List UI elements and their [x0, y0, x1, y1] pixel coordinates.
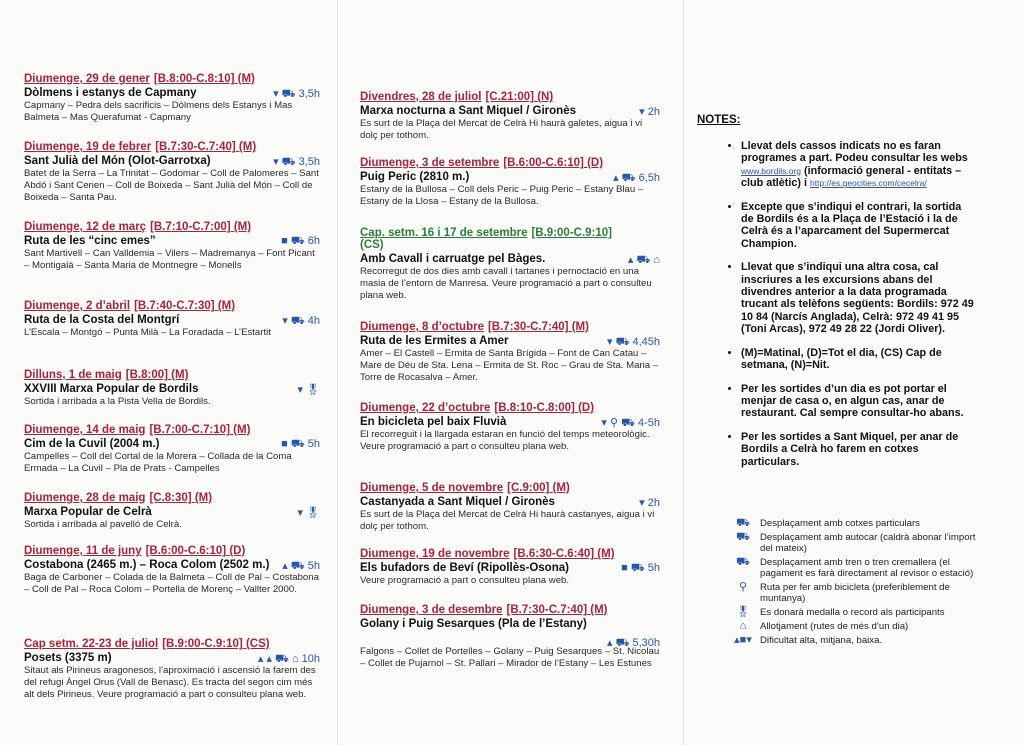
legend-item: ⛟ Desplaçament amb tren o tren cremallera (el pagament es farà directament al revisor o estació): [732, 557, 982, 579]
event-date: Diumenge, 22 d’octubre [B.8:10-C.8:00] (D): [360, 402, 595, 414]
event-description: Es surt de la Plaça del Mercat de Celrà Hi haurà castanyes, aigua i vi dolç per tothom.: [360, 509, 655, 532]
legend-item: 🎖 Es donarà medalla o record als participants: [732, 607, 982, 618]
event-date: Diumenge, 19 de novembre [B.6:30-C.6:40] (M): [360, 548, 615, 560]
note-item: • Llevat dels cassos indicats no es faran programes a part. Podeu consultar les webs www.bordils.org (informació general - entitats – club atlètic) i http://es.geocities.com/cecelra/: [741, 140, 975, 190]
event-item: [24, 300, 320, 339]
legend-item: ⌂ Allotjament (rutes de més d’un dia): [732, 621, 982, 632]
event-description: Capmany – Pedra dels sacrificis – Dòlmens dels Estanys i Mas Balmeta – Mas Querafumat - Capmany: [24, 100, 293, 123]
event-title: Amb Cavall i carruatge pel Bàges. ▴ ⛟ ⌂: [360, 253, 660, 266]
web-link[interactable]: www.bordils.org: [741, 165, 801, 176]
event-date: Diumenge, 3 de desembre [B.7:30-C.7:40] (M): [360, 604, 608, 616]
medal-icon: 🎖: [736, 606, 750, 618]
event-item: [360, 402, 660, 453]
event-description: Falgons – Collet de Portelles – Golany – Puig Sesarques – St. Nicolau – Collet de Pujarnol – St. Pallari – Mirador de l’Estany – Les Estunes: [360, 646, 660, 669]
event-item: [24, 221, 320, 272]
event-meta: ▾ 2h: [639, 106, 660, 118]
note-item: • Excepte que s’indiqui el contrari, la sortida de Bordils és a la Plaça de l’Estació i la de Celrà és a l’aparcament del Supermercat Champion.: [741, 201, 975, 251]
event-item: [24, 73, 320, 124]
notes-section: [697, 114, 975, 479]
event-meta: ▾ 2h: [639, 497, 660, 509]
event-description: Campelles – Coll del Cortal de la Morera – Collada de la Coma Ermada – La Cuvil – Pla de Prats - Campelles: [24, 451, 292, 474]
event-date: Diumenge, 3 de setembre [B.6:00-C.6:10] (D): [360, 157, 604, 169]
note-item: • Per les sortides a Sant Miquel, per anar de Bordils a Celrà ho farem en cotxes particulars.: [741, 431, 975, 468]
event-meta: ▴ ⛟ ⌂: [627, 254, 660, 266]
event-meta: ▾ 🎖: [297, 507, 320, 519]
event-meta: ▴ ⛟ 5,30h: [607, 637, 660, 649]
event-item: [360, 157, 660, 208]
event-item: [360, 321, 660, 384]
event-meta: ▾ 🎖: [297, 384, 320, 396]
event-description: Sortida i arribada a la Pista Vella de Bordils.: [24, 396, 211, 407]
fold-line-right: [683, 0, 684, 745]
event-description: Sortida i arribada al pavelló de Celrà.: [24, 519, 182, 530]
event-meta: ▴ ⛟ 5h: [282, 560, 320, 572]
event-date: Diumenge, 19 de febrer [B.7:30-C.7:40] (M): [24, 141, 257, 153]
event-meta: ▾ ⛟ 3,5h: [273, 88, 320, 100]
event-item: [24, 545, 320, 596]
event-meta: ▾ ⛟ 3,5h: [273, 156, 320, 168]
event-meta: ■ ⛟ 5h: [621, 562, 660, 574]
event-meta: ▾ ⛟ 4,45h: [607, 336, 660, 348]
event-item: [360, 91, 660, 142]
event-description: L’Escala – Montgó – Punta Milà – La Foradada – L’Estartit: [24, 327, 271, 338]
event-title: Puig Peric (2810 m.) ▴ ⛟ 6,5h: [360, 171, 660, 184]
event-title: Marxa Popular de Celrà ▾ 🎖: [24, 506, 320, 519]
event-title: Golany i Puig Sesarques (Pla de l’Estany) ▴ ⛟ 5,30h: [360, 618, 660, 649]
event-date: Diumenge, 29 de gener [B.8:00-C.8:10] (M): [24, 73, 255, 85]
car-icon: ⛟: [736, 517, 750, 529]
event-description: Amer – El Castell – Ermita de Santa Brígida – Font de Can Catau – Mare de Déu de Sta. Lena – Ermita de St. Roc – Grau de Sta. Maria – Torre de Rocasalva – Amer.: [360, 348, 659, 383]
legend: [732, 518, 982, 649]
event-description: Es surt de la Plaça del Mercat de Celrà Hi haurà galetes, aigua i vi dolç per tothom.: [360, 118, 643, 141]
event-title: Ruta de les Ermites a Amer ▾ ⛟ 4,45h: [360, 335, 660, 348]
event-description: Estany de la Bullosa – Coll dels Peric – Puig Peric – Estany Blau – Estany de la Llosa – Estany de la Bullosa.: [360, 184, 644, 207]
event-item: [360, 482, 660, 533]
notes-title: NOTES:: [697, 114, 741, 126]
event-item: [24, 492, 320, 531]
event-title: Cim de la Cuvil (2004 m.) ■ ⛟ 5h: [24, 438, 320, 450]
event-title: XXVIII Marxa Popular de Bordils ▾ 🎖: [24, 383, 320, 396]
note-item: • (M)=Matinal, (D)=Tot el dia, (CS) Cap de setmana, (N)=Nit.: [741, 347, 975, 372]
difficulty-icon: ▴■▾: [734, 634, 752, 646]
train-icon: ⛟: [736, 556, 750, 568]
event-description: Batet de la Serra – La Trinitat – Godomar – Coll de Palomeres – Sant Abdó i Sant Cenen – Coll de Boixeda – Sant Julià del Món – Coll de Boixeda – Santa Pau.: [24, 168, 319, 203]
lodging-icon: ⌂: [739, 620, 747, 632]
event-item: [360, 548, 660, 587]
event-item: [360, 227, 660, 302]
event-meta: ▾ ⛟ 4h: [282, 315, 320, 327]
bicycle-icon: ⚲: [738, 581, 748, 593]
event-meta: ▴ ▴ ⛟ ⌂ 10h: [257, 653, 320, 665]
legend-item: ⛟ Desplaçament amb autocar (caldrà abonar l’import del mateix): [732, 532, 982, 554]
event-date: Diumenge, 11 de juny [B.6:00-C.6:10] (D): [24, 545, 246, 557]
event-item: [24, 369, 320, 408]
event-date: Diumenge, 2 d’abril [B.7:40-C.7:30] (M): [24, 300, 236, 312]
event-description: El recorreguit i la llargada estaran en funció del temps meteorològic. Veure programació a part o consulteu plana web.: [360, 429, 650, 452]
event-date: Diumenge, 14 de maig [B.7:00-C.7:10] (M): [24, 424, 251, 436]
event-item: [360, 604, 660, 670]
event-title: Ruta de les “cinc emes” ■ ⛟ 6h: [24, 235, 320, 247]
event-title: Costabona (2465 m.) – Roca Colom (2502 m.) ▴ ⛟ 5h: [24, 559, 320, 572]
event-date: Diumenge, 8 d’octubre [B.7:30-C.7:40] (M): [360, 321, 589, 333]
web-link[interactable]: http://es.geocities.com/cecelra/: [810, 178, 927, 189]
event-date: Diumenge, 5 de novembre [C.9:00] (M): [360, 482, 570, 494]
fold-line-left: [337, 0, 338, 745]
event-title: En bicicleta pel baix Fluvià ▾ ⚲ ⛟ 4-5h: [360, 416, 660, 429]
event-date: Diumenge, 28 de maig [C.8:30] (M): [24, 492, 213, 504]
event-item: [24, 638, 320, 701]
event-item: [24, 141, 320, 204]
note-item: • Llevat que s’indiqui una altra cosa, cal inscriures a les excursions abans del divendres anterior a la data programada trucant als telèfons següents: Bordils: 972 49 10 84 (Narcís Anglada), Celrà: 972 49 41 95 (Toni Arcas), 972 49 28 22 (Jordi Oliver).: [741, 261, 975, 335]
notes-list: [697, 140, 975, 468]
event-meta: ▴ ⛟ 6,5h: [613, 172, 660, 184]
event-date: Cap setm. 22-23 de juliol [B.9:00-C.9:10] (CS): [24, 638, 270, 650]
event-meta: ■ ⛟ 5h: [281, 438, 320, 450]
event-description: Recorregut de dos dies amb cavall i tartanes i pernoctació en una masia de l’entorn de Manresa. Veure programació a part o consulteu plana web.: [360, 266, 652, 301]
event-date: Cap. setm. 16 i 17 de setembre [B.9:00-C.9:10]: [360, 227, 612, 239]
event-title: Els bufadors de Beví (Ripollès-Osona) ■ ⛟ 5h: [360, 562, 660, 574]
event-description: Baga de Carboner – Colada de la Balmeta – Coll de Pal – Costabona – Coll de Pal – Roca Colom – Portella de Morenç – Vallter 2000.: [24, 572, 319, 595]
event-title: Posets (3375 m) ▴ ▴ ⛟ ⌂ 10h: [24, 652, 320, 665]
legend-item: ▴■▾ Dificultat alta, mitjana, baixa.: [732, 635, 982, 646]
event-description: Veure programació a part o consulteu plana web.: [360, 575, 570, 586]
event-title: Marxa nocturna a Sant Miquel / Gironès ▾ 2h: [360, 105, 660, 118]
event-item: [24, 424, 320, 475]
event-title: Dòlmens i estanys de Capmany ▾ ⛟ 3,5h: [24, 87, 320, 100]
event-meta: ▾ ⚲ ⛟ 4-5h: [601, 417, 660, 429]
legend-item: ⛟ Desplaçament amb cotxes particulars: [732, 518, 982, 529]
event-title: Ruta de la Costa del Montgrí ▾ ⛟ 4h: [24, 314, 320, 327]
event-description: Sant Martivell – Can Valldemia – Vilers – Madremanya – Font Picant – Montigalà – Santa Maria de Montnegre – Monells: [24, 248, 315, 271]
event-date: Diumenge, 12 de març [B.7:10-C.7:00] (M): [24, 221, 252, 233]
event-date: Divendres, 28 de juliol [C.21:00] (N): [360, 91, 554, 103]
event-description: Sitaut als Pirineus aragonesos, l’aproximació i ascensió la farem des del refugi Àngel Orus (Vall de Benasc). Es tracta del segon cim més alt dels Pirineus. Veure programació a part o consulteu plana web.: [24, 665, 316, 700]
note-item: • Per les sortides d’un dia es pot portar el menjar de casa o, en algun cas, anar de restaurant. Cal sempre consultar-ho abans.: [741, 383, 975, 420]
event-date: Dilluns, 1 de maig [B.8:00] (M): [24, 369, 189, 381]
bus-icon: ⛟: [736, 531, 750, 543]
event-title: Sant Julià del Món (Olot-Garrotxa) ▾ ⛟ 3,5h: [24, 155, 320, 168]
event-meta: ■ ⛟ 6h: [281, 235, 320, 247]
legend-item: ⚲ Ruta per fer amb bicicleta (preferiblement de muntanya): [732, 582, 982, 604]
event-type: (CS): [360, 239, 384, 251]
event-title: Castanyada a Sant Miquel / Gironès ▾ 2h: [360, 496, 660, 509]
